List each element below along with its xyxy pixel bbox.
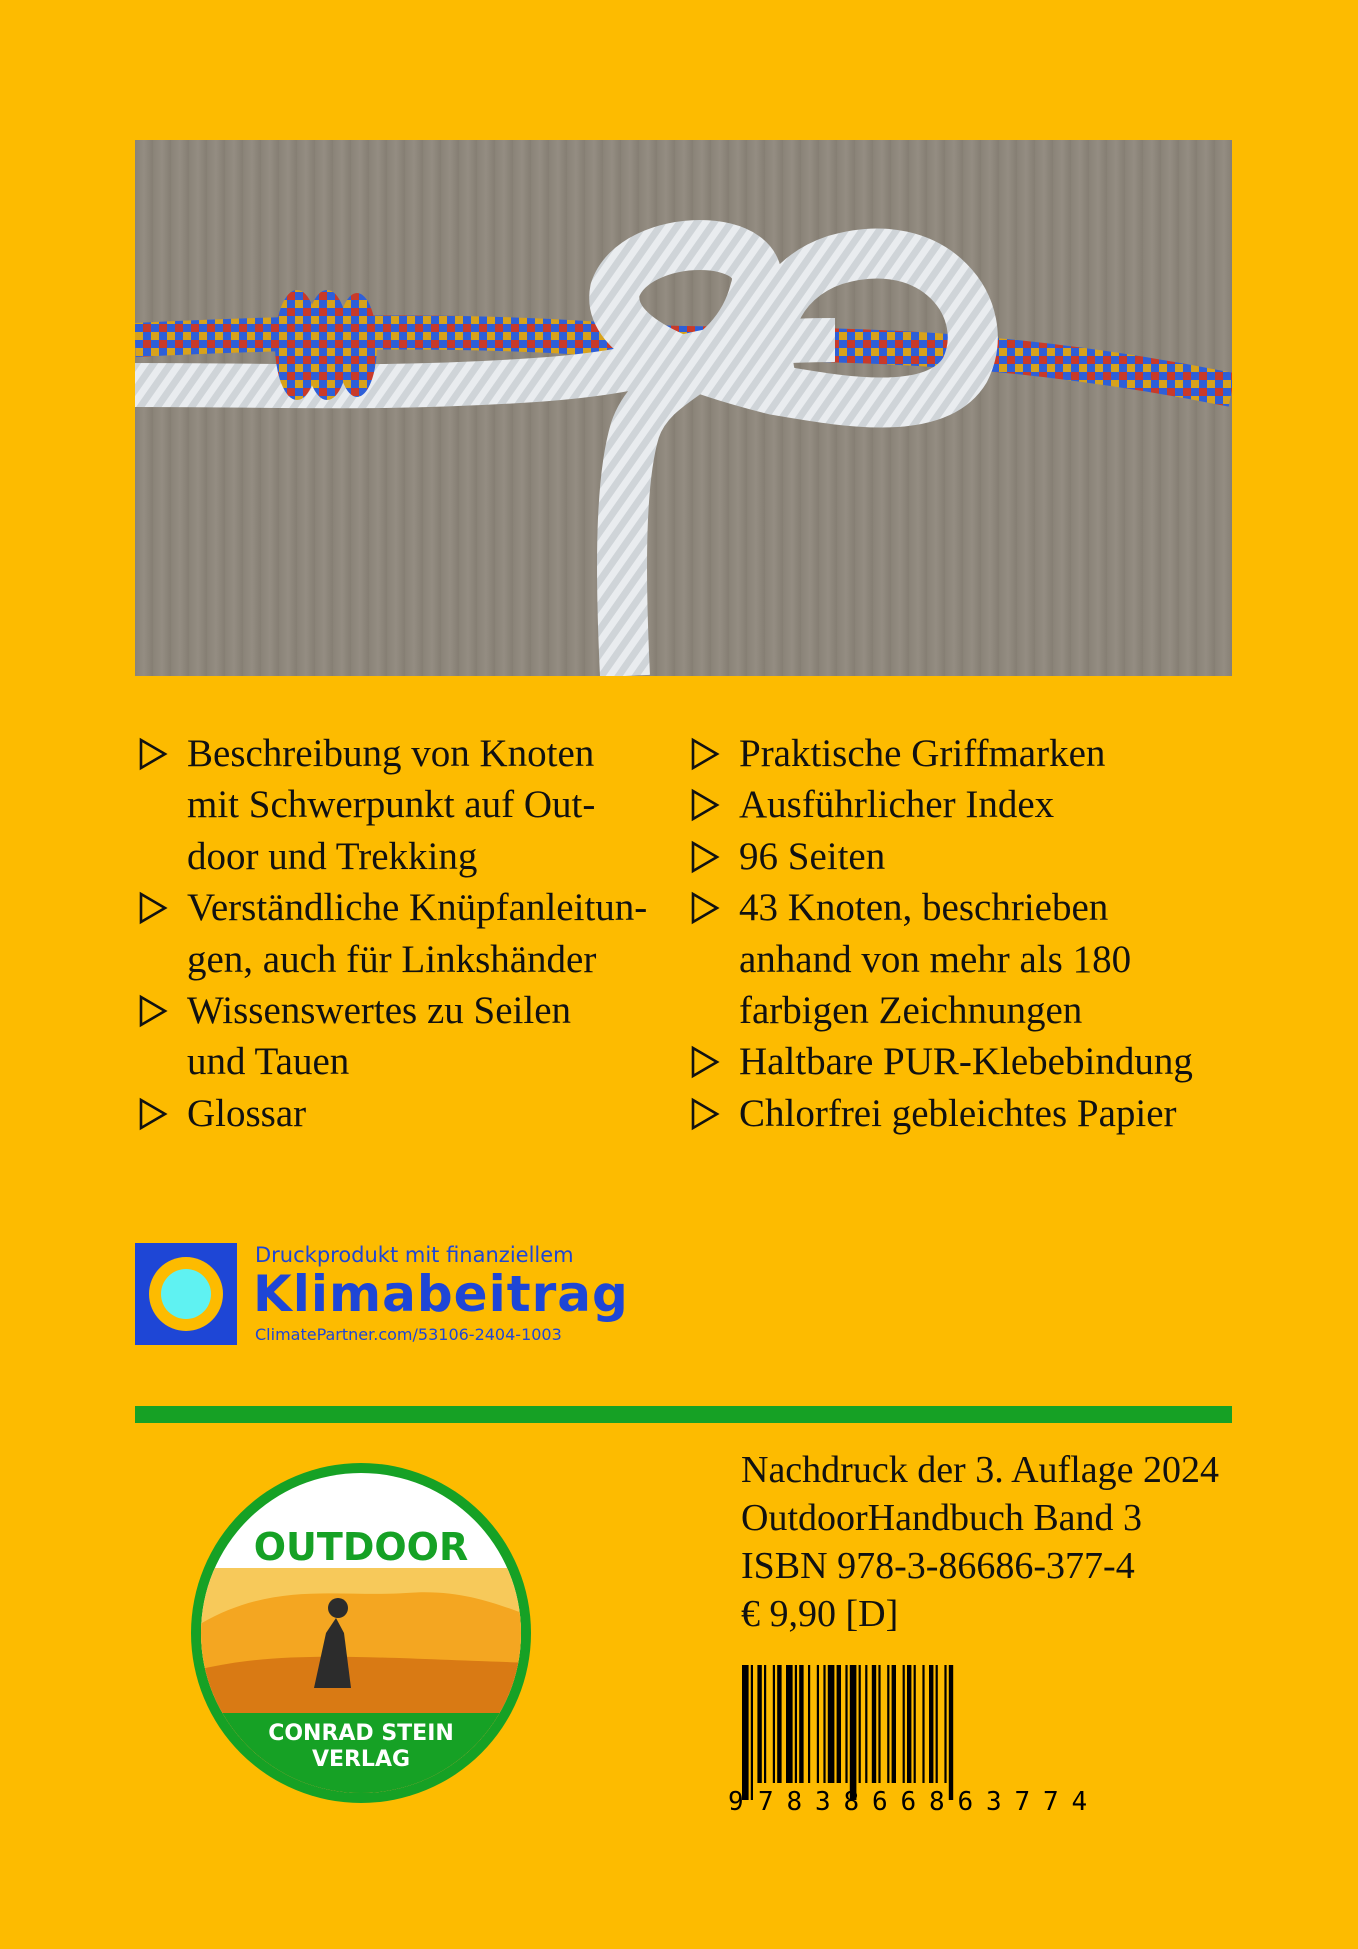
feature-item: [687, 1036, 1232, 1087]
triangle-bullet-icon: [138, 1097, 168, 1131]
feature-line: und Tauen: [187, 1040, 350, 1084]
feature-list-left: [135, 728, 655, 1139]
outdoor-badge: [186, 1458, 536, 1808]
barcode-digit: 7: [1043, 1787, 1059, 1815]
barcode-bar: [786, 1665, 793, 1783]
triangle-bullet-icon: [690, 1097, 720, 1131]
feature-line: Ausführlicher Index: [739, 783, 1055, 827]
barcode-bar: [799, 1665, 803, 1783]
barcode-bar: [892, 1665, 896, 1783]
klima-title: Klimabeitrag: [253, 1265, 629, 1323]
barcode-bar: [878, 1665, 880, 1783]
feature-line: Praktische Griffmarken: [739, 732, 1106, 775]
barcode-bar: [936, 1665, 938, 1783]
isbn-line: ISBN 978-3-86686-377-4: [741, 1545, 1135, 1587]
barcode-bar: [823, 1665, 825, 1783]
triangle-bullet-icon: [690, 737, 720, 771]
feature-line: 96 Seiten: [739, 834, 886, 878]
barcode-bar: [764, 1665, 766, 1783]
price-line: € 9,90 [D]: [741, 1593, 899, 1635]
rope-knots-illustration: [135, 140, 1232, 676]
feature-line: Chlorfrei gebleichtes Papier: [739, 1091, 1177, 1135]
feature-line: door und Trekking: [187, 834, 478, 878]
barcode-bar: [907, 1665, 911, 1783]
barcode-bar: [808, 1665, 810, 1783]
feature-line: Beschreibung von Knoten: [187, 732, 595, 775]
feature-item: [135, 882, 655, 985]
isbn-barcode: [720, 1665, 1120, 1815]
barcode-bar: [757, 1665, 761, 1783]
climate-partner-logo: [135, 1243, 237, 1345]
climate-partner-label: [135, 1243, 695, 1345]
barcode-digit: 8: [786, 1787, 803, 1815]
badge-outdoor-text: OUTDOOR: [253, 1525, 469, 1569]
feature-line: 43 Knoten, beschrieben: [739, 886, 1109, 930]
feature-line: mit Schwerpunkt auf Out-: [187, 783, 596, 827]
barcode-bar: [751, 1665, 753, 1800]
feature-item: [687, 1088, 1232, 1139]
barcode-bar: [773, 1665, 775, 1783]
triangle-bullet-icon: [138, 994, 168, 1028]
feature-line: farbigen Zeichnungen: [739, 989, 1083, 1033]
barcode-digit: 3: [815, 1787, 831, 1815]
barcode-digit: 4: [1071, 1787, 1088, 1815]
feature-line: Wissenswertes zu Seilen: [187, 989, 572, 1033]
triangle-bullet-icon: [690, 1045, 720, 1079]
barcode-digit: 7: [1014, 1787, 1031, 1815]
triangle-bullet-icon: [138, 737, 168, 771]
barcode-digit: 9: [728, 1787, 744, 1815]
barcode-bar: [865, 1665, 867, 1783]
barcode-bar: [837, 1665, 841, 1783]
green-divider: [135, 1406, 1232, 1423]
feature-lists: [135, 728, 1232, 1139]
feature-item: [687, 779, 1232, 830]
barcode-bar: [742, 1665, 749, 1800]
barcode-bar: [929, 1665, 933, 1783]
feature-line: anhand von mehr als 180: [739, 937, 1132, 981]
barcode-digit: 6: [957, 1787, 974, 1815]
barcode-bar: [949, 1665, 953, 1800]
feature-line: gen, auch für Linkshänder: [187, 937, 597, 981]
feature-item: [687, 882, 1232, 1036]
barcode-bar: [828, 1665, 835, 1783]
feature-line: Verständliche Knüpfanleitun-: [187, 886, 648, 930]
feature-line: Glossar: [187, 1091, 307, 1135]
barcode-bar: [859, 1665, 861, 1783]
feature-item: [687, 831, 1232, 882]
feature-item: [135, 728, 655, 882]
barcode-bar: [777, 1665, 781, 1783]
feature-item: [135, 1088, 655, 1139]
series-line: OutdoorHandbuch Band 3: [741, 1497, 1143, 1539]
publication-info: [741, 1446, 1219, 1638]
barcode-bar: [850, 1665, 857, 1800]
barcode-digit: 8: [929, 1787, 945, 1815]
barcode-bar: [944, 1665, 946, 1783]
barcode-bar: [903, 1665, 905, 1783]
barcode-bar: [914, 1665, 916, 1783]
barcode-bar: [922, 1665, 924, 1783]
barcode-bar: [845, 1665, 847, 1783]
barcode-bar: [872, 1665, 876, 1783]
triangle-bullet-icon: [138, 891, 168, 925]
barcode-digit: 8: [843, 1787, 860, 1815]
double-knot: [275, 290, 377, 400]
klima-subtitle: Druckprodukt mit finanziellem: [255, 1243, 574, 1267]
knots-photo: [135, 140, 1232, 676]
barcode-bar: [795, 1665, 797, 1783]
white-loop-knot: [614, 245, 973, 676]
feature-item: [687, 728, 1232, 779]
triangle-bullet-icon: [690, 891, 720, 925]
barcode-digit: 3: [986, 1787, 1002, 1815]
badge-publisher-line1: CONRAD STEIN: [268, 1721, 454, 1746]
barcode-bar: [817, 1665, 819, 1783]
reprint-line: Nachdruck der 3. Auflage 2024: [741, 1449, 1220, 1491]
feature-item: [135, 985, 655, 1088]
triangle-bullet-icon: [690, 840, 720, 874]
barcode-digit: 6: [872, 1787, 888, 1815]
feature-list-right: [687, 728, 1232, 1139]
klima-url: ClimatePartner.com/53106-2404-1003: [255, 1325, 562, 1344]
feature-line: Haltbare PUR-Klebebindung: [739, 1040, 1193, 1084]
barcode-bar: [887, 1665, 889, 1783]
triangle-bullet-icon: [690, 788, 720, 822]
barcode-digit: 7: [758, 1787, 774, 1815]
barcode-digit: 6: [900, 1787, 917, 1815]
badge-publisher-line2: VERLAG: [311, 1747, 411, 1772]
